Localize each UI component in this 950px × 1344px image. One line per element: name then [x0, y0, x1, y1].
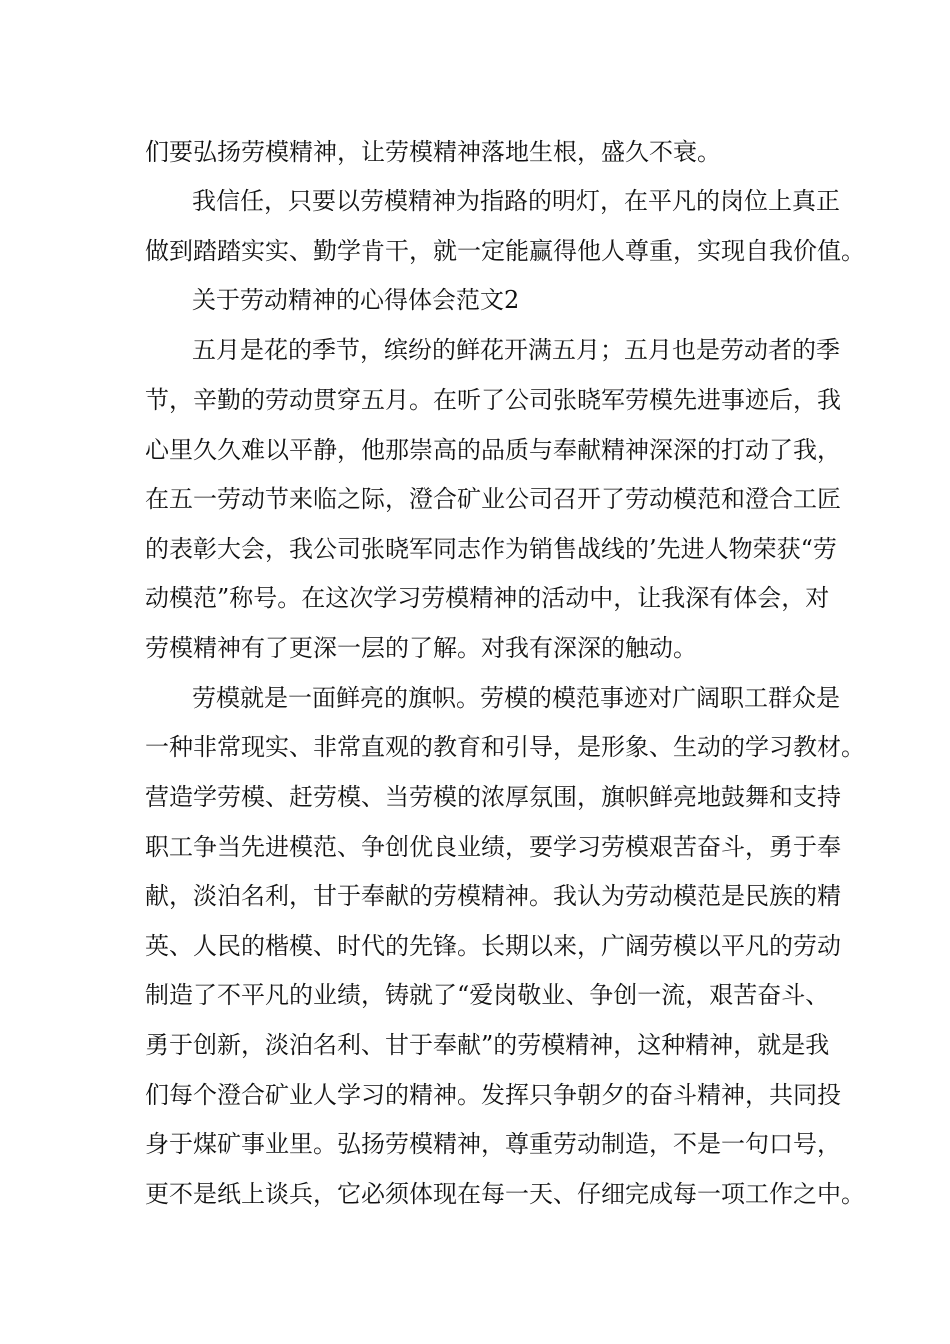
text-line: 身于煤矿事业里。弘扬劳模精神，尊重劳动制造，不是一句口号，	[145, 1130, 841, 1158]
text-line: 们要弘扬劳模精神，让劳模精神落地生根，盛久不衰。	[145, 138, 721, 166]
text-line: 劳模精神有了更深一层的了解。对我有深深的触动。	[145, 634, 697, 662]
text-line: 节，辛勤的劳动贯穿五月。在听了公司张晓军劳模先进事迹后，我	[145, 386, 841, 414]
text-line: 一种非常现实、非常直观的教育和引导，是形象、生动的学习教材。	[145, 733, 865, 761]
text-line: 在五一劳动节来临之际，澄合矿业公司召开了劳动模范和澄合工匠	[145, 485, 841, 513]
text-line: 献，淡泊名利，甘于奉献的劳模精神。我认为劳动模范是民族的精	[145, 882, 841, 910]
text-line: 职工争当先进模范、争创优良业绩，要学习劳模艰苦奋斗，勇于奉	[145, 833, 841, 861]
text-line: 们每个澄合矿业人学习的精神。发挥只争朝夕的奋斗精神，共同投	[145, 1081, 841, 1109]
text-line: 英、人民的楷模、时代的先锋。长期以来，广阔劳模以平凡的劳动	[145, 932, 841, 960]
text-line: 动模范”称号。在这次学习劳模精神的活动中，让我深有体会，对	[145, 584, 830, 612]
text-line: 心里久久难以平静，他那崇高的品质与奉献精神深深的打动了我，	[145, 436, 841, 464]
text-line: 制造了不平凡的业绩，铸就了“爱岗敬业、争创一流，艰苦奋斗、	[145, 981, 830, 1009]
text-line: 的表彰大会，我公司张晓军同志作为销售战线的’先进人物荣获“劳	[145, 535, 837, 563]
text-line: 五月是花的季节，缤纷的鲜花开满五月；五月也是劳动者的季	[192, 336, 840, 364]
text-line: 更不是纸上谈兵，它必须体现在每一天、仔细完成每一项工作之中。	[145, 1180, 865, 1208]
text-line: 勇于创新，淡泊名利、甘于奉献”的劳模精神，这种精神，就是我	[145, 1031, 830, 1059]
section-heading: 关于劳动精神的心得体会范文2	[192, 286, 520, 314]
text-line: 营造学劳模、赶劳模、当劳模的浓厚氛围，旗帜鲜亮地鼓舞和支持	[145, 783, 841, 811]
text-line: 做到踏踏实实、勤学肯干，就一定能赢得他人尊重，实现自我价值。	[145, 237, 865, 265]
text-line: 劳模就是一面鲜亮的旗帜。劳模的模范事迹对广阔职工群众是	[192, 684, 840, 712]
text-line: 我信任，只要以劳模精神为指路的明灯，在平凡的岗位上真正	[192, 187, 840, 215]
